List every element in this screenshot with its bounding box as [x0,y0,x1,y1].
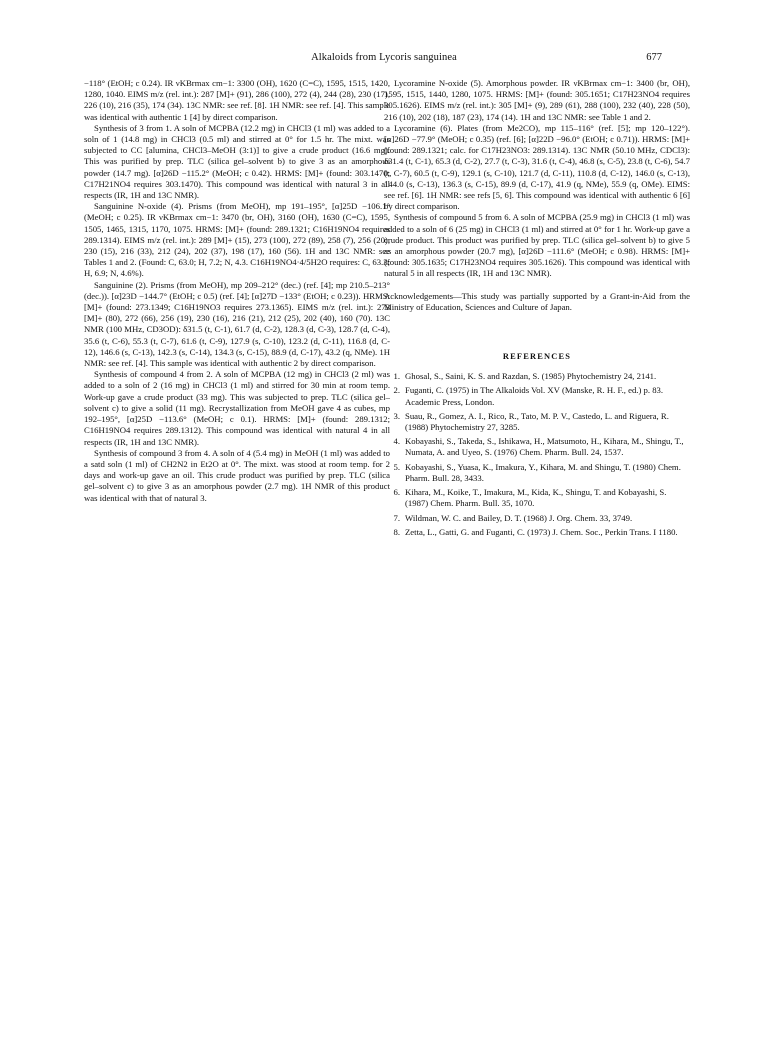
reference-item [384,513,690,524]
paragraph-synthesis-3-from-4: Synthesis of compound 3 from 4. A soln of 4 (5.4 mg) in MeOH (1 ml) was added to a satd soln (1 ml) of CH2N2 in Et2O at 0°. The mixt. was stood at room temp. for 2 days and work-up gave an oil. This crude product was purified by prep. TLC (silica gel–solvent c) to give 3 as an amorphous powder (2.7 mg). 1H NMR of this product was identical with that of natural 3. [84,447,390,503]
reference-number: 3. [393,410,400,421]
reference-number: 6. [393,487,400,498]
references-heading: REFERENCES [502,352,572,362]
acknowledgements: Acknowledgements—This study was partially supported by a Grant-in-Aid from the Ministry of Education, Sciences and Culture of Japan. [384,290,690,312]
reference-text: Wildman, W. C. and Bailey, D. T. (1968) J. Org. Chem. 33, 3749. [405,512,633,523]
paragraph-sanguinine-n-oxide: Sanguinine N-oxide (4). Prisms (from MeOH), mp 191–195°, [α]25D −106.1° (MeOH; c 0.25). IR νKBrmax cm−1: 3470 (br, OH), 3160 (OH), 1630 (C=C), 1595, 1505, 1465, 1315, 1170, 1075. HRMS: [M]+ (found: 289.1321; C16H19NO4 requires 289.1314). EIMS m/z (rel. int.): 289 [M]+ (15), 273 (100), 272 (89), 258 (7), 256 (20), 230 (15), 216 (33), 212 (24), 202 (37), 198 (17), 160 (56). 1H and 13C NMR: see Tables 1 and 2. (Found: C, 63.0; H, 7.2; N, 4.3. C16H19NO4·4/5H2O requires: C, 63.3; H, 6.9; N, 4.6%). [84,201,390,279]
reference-text: Kihara, M., Koike, T., Imakura, M., Kida, K., Shingu, T. and Kobayashi, S. (1987) Chem. Pharm. Bull. 35, 1070. [405,487,667,509]
reference-number: 2. [393,385,400,396]
reference-text: Zetta, L., Gatti, G. and Fuganti, C. (1973) J. Chem. Soc., Perkin Trans. I 1180. [405,526,678,537]
paragraph-lycoramine-n-oxide: Lycoramine N-oxide (5). Amorphous powder. IR νKBrmax cm−1: 3400 (br, OH), 1595, 1515, 1440, 1280, 1075. HRMS: [M]+ (found: 305.1651; C17H23NO4 requires 305.1626). EIMS m/z (rel. int.): 305 [M]+ (9), 289 (61), 288 (100), 232 (40), 228 (50), 216 (10), 202 (18), 187 (23), 174 (14). 1H and 13C NMR: see Table 1 and 2. [384,78,690,122]
reference-text: Fuganti, C. (1975) in The Alkaloids Vol. XV (Manske, R. H. F., ed.) p. 83. Academic Press, London. [405,385,664,407]
left-column [84,78,390,504]
page-number: 677 [646,52,662,63]
reference-item [384,527,690,538]
paragraph-synthesis-4-from-2: Synthesis of compound 4 from 2. A soln of MCPBA (12 mg) in CHCl3 (2 ml) was added to a soln of 2 (16 mg) in CHCl3 (1 ml) and stirred for 30 min at room temp. Work-up gave a crude product (33 mg). This was subjected to prep. TLC (silica gel–solvent c) to give a solid (11 mg). Recrystallization from MeOH gave 4 as cubes, mp 192–195°, [α]25D −113.6° (MeOH; c 0.1). HRMS: [M]+ (found: 289.1312; C16H19NO4 requires 289.1312). This compound was identical with natural 4 in all respects (IR, 1H and 13C NMR). [84,369,390,447]
reference-number: 7. [393,512,400,523]
reference-item [384,411,690,433]
paragraph-synthesis-5-from-6: Synthesis of compound 5 from 6. A soln of MCPBA (25.9 mg) in CHCl3 (1 ml) was added to a soln of 6 (25 mg) in CHCl3 (1 ml) and stirred at 0° for 1 hr. Work-up gave a crude product. This product was purified by prep. TLC (silica gel–solvent b) to give 5 as an amorphous powder (20.7 mg), [α]26D −111.6° (MeOH; c 0.98). HRMS: [M]+ (found: 305.1635; C17H23NO4 requires 305.1626). This compound was identical with natural 5 in all respects (IR, 1H and 13C NMR). [384,212,690,279]
reference-item [384,436,690,458]
reference-text: Kobayashi, S., Yuasa, K., Imakura, Y., Kihara, M. and Shingu, T. (1980) Chem. Pharm. Bull. 28, 3433. [405,461,681,483]
paragraph-lycoramine: Lycoramine (6). Plates (from Me2CO), mp 115–116° (ref. [5]; mp 120–122°). [α]26D −77.9° (MeOH; c 0.35) (ref. [6]; [α]22D −96.0° (EtOH; c 0.71)). HRMS: [M]+ (found: 289.1321; calc. for C17H23NO3: 289.1314). 13C NMR (50.10 MHz, CDCl3): δ31.4 (t, C-1), 65.3 (d, C-2), 27.7 (t, C-3), 31.6 (t, C-4), 46.8 (s, C-5), 23.8 (t, C-6), 54.7 (t, C-7), 60.5 (t, C-9), 129.1 (s, C-10), 121.7 (d, C-11), 110.8 (d, C-12), 146.0 (s, C-13), 144.0 (s, C-13), 136.3 (s, C-15), 89.9 (d, C-17), 41.9 (q, NMe), 55.9 (q, OMe). EIMS: see ref. [6]. 1H NMR: see refs [5, 6]. This compound was identical with authentic 6 [6] by direct comparison. [384,122,690,212]
reference-item [384,487,690,509]
reference-item [384,371,690,382]
reference-number: 1. [393,371,400,382]
reference-number: 4. [393,436,400,447]
reference-number: 8. [393,526,400,537]
paragraph-optical-rotation-ir-eims: −118° (EtOH; c 0.24). IR νKBrmax cm−1: 3300 (OH), 1620 (C=C), 1595, 1515, 1420, 1280, 1040. EIMS m/z (rel. int.): 287 [M]+ (91), 286 (100), 272 (4), 244 (28), 230 (17), 226 (10), 216 (35), 174 (34). 13C NMR: see ref. [8]. 1H NMR: see ref. [4]. This sample was identical with authentic 1 [4] by direct comparison. [84,78,390,122]
reference-text: Ghosal, S., Saini, K. S. and Razdan, S. (1985) Phytochemistry 24, 2141. [405,371,657,382]
paragraph-synthesis-3-from-1: Synthesis of 3 from 1. A soln of MCPBA (12.2 mg) in CHCl3 (1 ml) was added to a soln of 1 (14.8 mg) in CHCl3 (0.5 ml) and stirred at 0° for 1.5 hr. The mixt. was subjected to CC [alumina, CHCl3–MeOH (3:1)] to give a crude product (16.6 mg). This was purified by prep. TLC (silica gel–solvent b) to give 3 as an amorphous powder (14.7 mg). [α]26D −115.2° (MeOH; c 0.42). HRMS: [M]+ (found: 303.1470; C17H21NO4 requires 303.1470). This compound was identical with natural 3 in all respects (IR, 1H and 13C NMR). [84,122,390,201]
reference-item [384,385,690,407]
right-column [384,78,690,541]
reference-text: Kobayashi, S., Takeda, S., Ishikawa, H., Matsumoto, H., Kihara, M., Shingu, T., Numata, A. and Uyeo, S. (1976) Chem. Pharm. Bull. 24, 1537. [405,436,684,458]
running-title: Alkaloids from Lycoris sanguinea [311,52,457,63]
reference-text: Suau, R., Gomez, A. I., Rico, R., Tato, M. P. V., Castedo, L. and Riguera, R. (1988) Phytochemistry 27, 3285. [405,410,669,433]
paragraph-sanguinine: Sanguinine (2). Prisms (from MeOH), mp 209–212° (dec.) (ref. [4]; mp 210.5–213° (dec.)). [α]23D −144.7° (EtOH; c 0.5) (ref. [4]; [α]27D −133° (EtOH; c 0.23)). HRMS: [M]+ (found: 273.1349; C16H19NO3 requires 273.1365). EIMS m/z (rel. int.): 273 [M]+ (80), 272 (66), 256 (19), 230 (16), 216 (21), 212 (25), 202 (40), 160 (70). 13C NMR (100 MHz, CD3OD): δ31.5 (t, C-1), 61.7 (d, C-2), 128.3 (d, C-3), 128.7 (d, C-4), 35.6 (t, C-6), 55.3 (t, C-7), 61.6 (t, C-9), 127.9 (s, C-10), 123.2 (d, C-11), 116.8 (d, C-12), 146.6 (s, C-13), 142.3 (s, C-14), 134.3 (s, C-15), 88.9 (d, C-17), 43.2 (q, NMe). 1H NMR: see ref. [4]. This sample was identical with authentic 2 by direct comparison. [84,279,390,369]
reference-number: 5. [393,461,400,472]
reference-item [384,462,690,484]
references-list [384,371,690,538]
